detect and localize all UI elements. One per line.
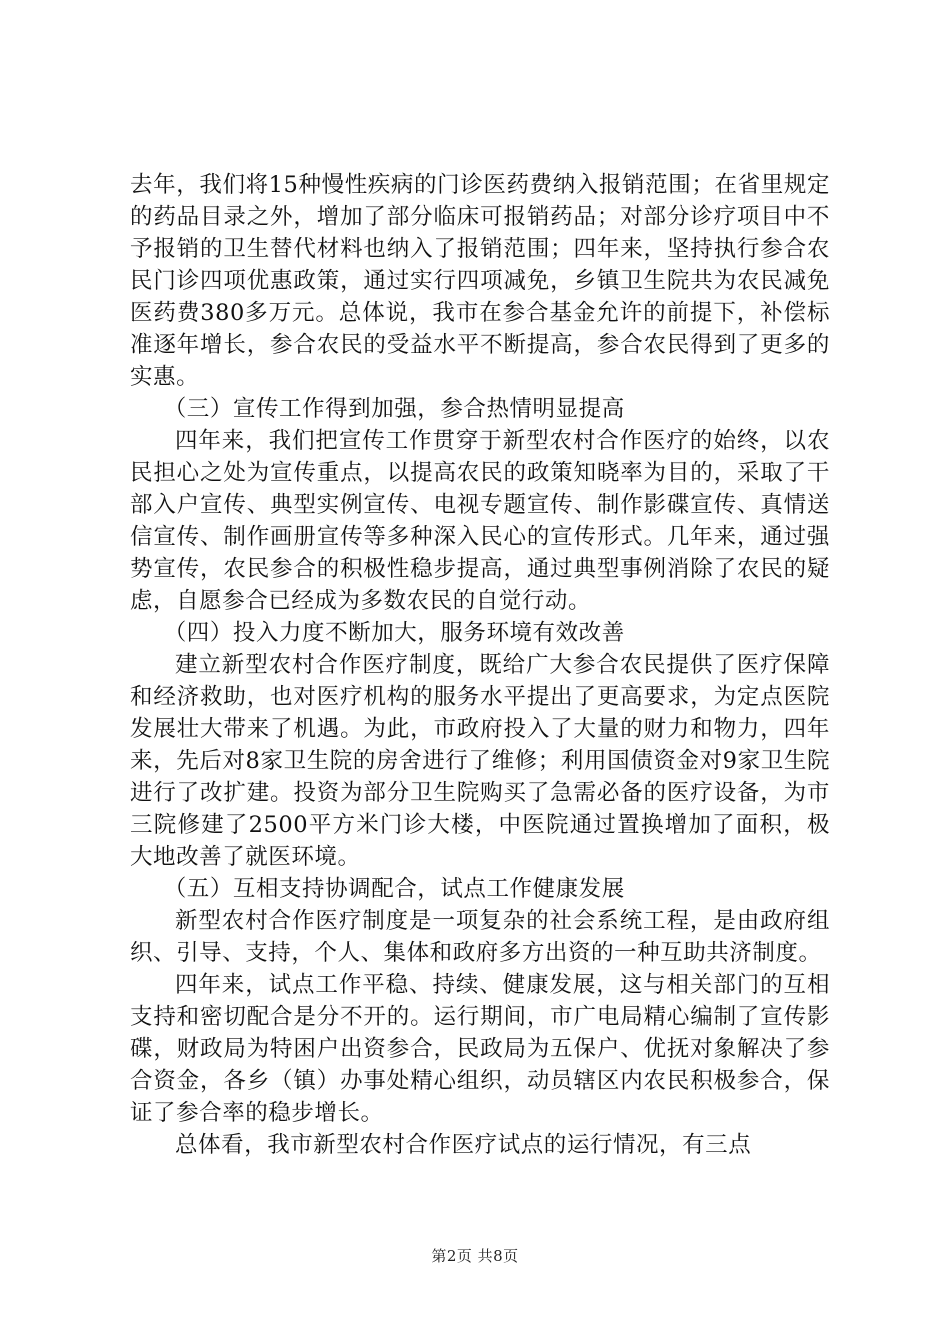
paragraph-continued: 去年，我们将15种慢性疾病的门诊医药费纳入报销范围；在省里规定的药品目录之外，增加了部分临床可报销药品；对部分诊疗项目中不予报销的卫生替代材料也纳入了报销范围；四年来，坚持执行参合农民门诊四项优惠政策，通过实行四项减免，乡镇卫生院共为农民减免医药费380多万元。总体说，我市在参合基金允许的前提下，补偿标准逐年增长，参合农民的受益水平不断提高，参合农民得到了更多的实惠。 [130, 172, 830, 390]
section-heading-3: （三）宣传工作得到加强，参合热情明显提高 [163, 396, 625, 422]
paragraph-summary: 总体看，我市新型农村合作医疗试点的运行情况，有三点 [175, 1132, 752, 1158]
page-number-footer: 第2页 共8页 [431, 1247, 519, 1265]
document-body [130, 169, 830, 1161]
paragraph-publicity: 四年来，我们把宣传工作贯穿于新型农村合作医疗的始终，以农民担心之处为宣传重点，以提高农民的政策知晓率为目的，采取了干部入户宣传、典型实例宣传、电视专题宣传、制作影碟宣传、真情送信宣传、制作画册宣传等多种深入民心的宣传形式。几年来，通过强势宣传，农民参合的积极性稳步提高，通过典型事例消除了农民的疑虑，自愿参合已经成为多数农民的自觉行动。 [130, 428, 830, 614]
paragraph-cooperation: 四年来，试点工作平稳、持续、健康发展，这与相关部门的互相支持和密切配合是分不开的。运行期间，市广电局精心编制了宣传影碟，财政局为特困户出资参合，民政局为五保户、优抚对象解决了参合资金，各乡（镇）办事处精心组织，动员辖区内农民积极参合，保证了参合率的稳步增长。 [130, 972, 830, 1126]
section-heading-5: （五）互相支持协调配合，试点工作健康发展 [163, 876, 625, 902]
section-heading-4: （四）投入力度不断加大，服务环境有效改善 [163, 620, 625, 646]
paragraph-system: 新型农村合作医疗制度是一项复杂的社会系统工程，是由政府组织、引导、支持，个人、集体和政府多方出资的一种互助共济制度。 [130, 908, 830, 966]
paragraph-investment: 建立新型农村合作医疗制度，既给广大参合农民提供了医疗保障和经济救助，也对医疗机构的服务水平提出了更高要求，为定点医院发展壮大带来了机遇。为此，市政府投入了大量的财力和物力，四年来，先后对8家卫生院的房舍进行了维修；利用国债资金对9家卫生院进行了改扩建。投资为部分卫生院购买了急需必备的医疗设备，为市三院修建了2500平方米门诊大楼，中医院通过置换增加了面积，极大地改善了就医环境。 [130, 652, 830, 870]
